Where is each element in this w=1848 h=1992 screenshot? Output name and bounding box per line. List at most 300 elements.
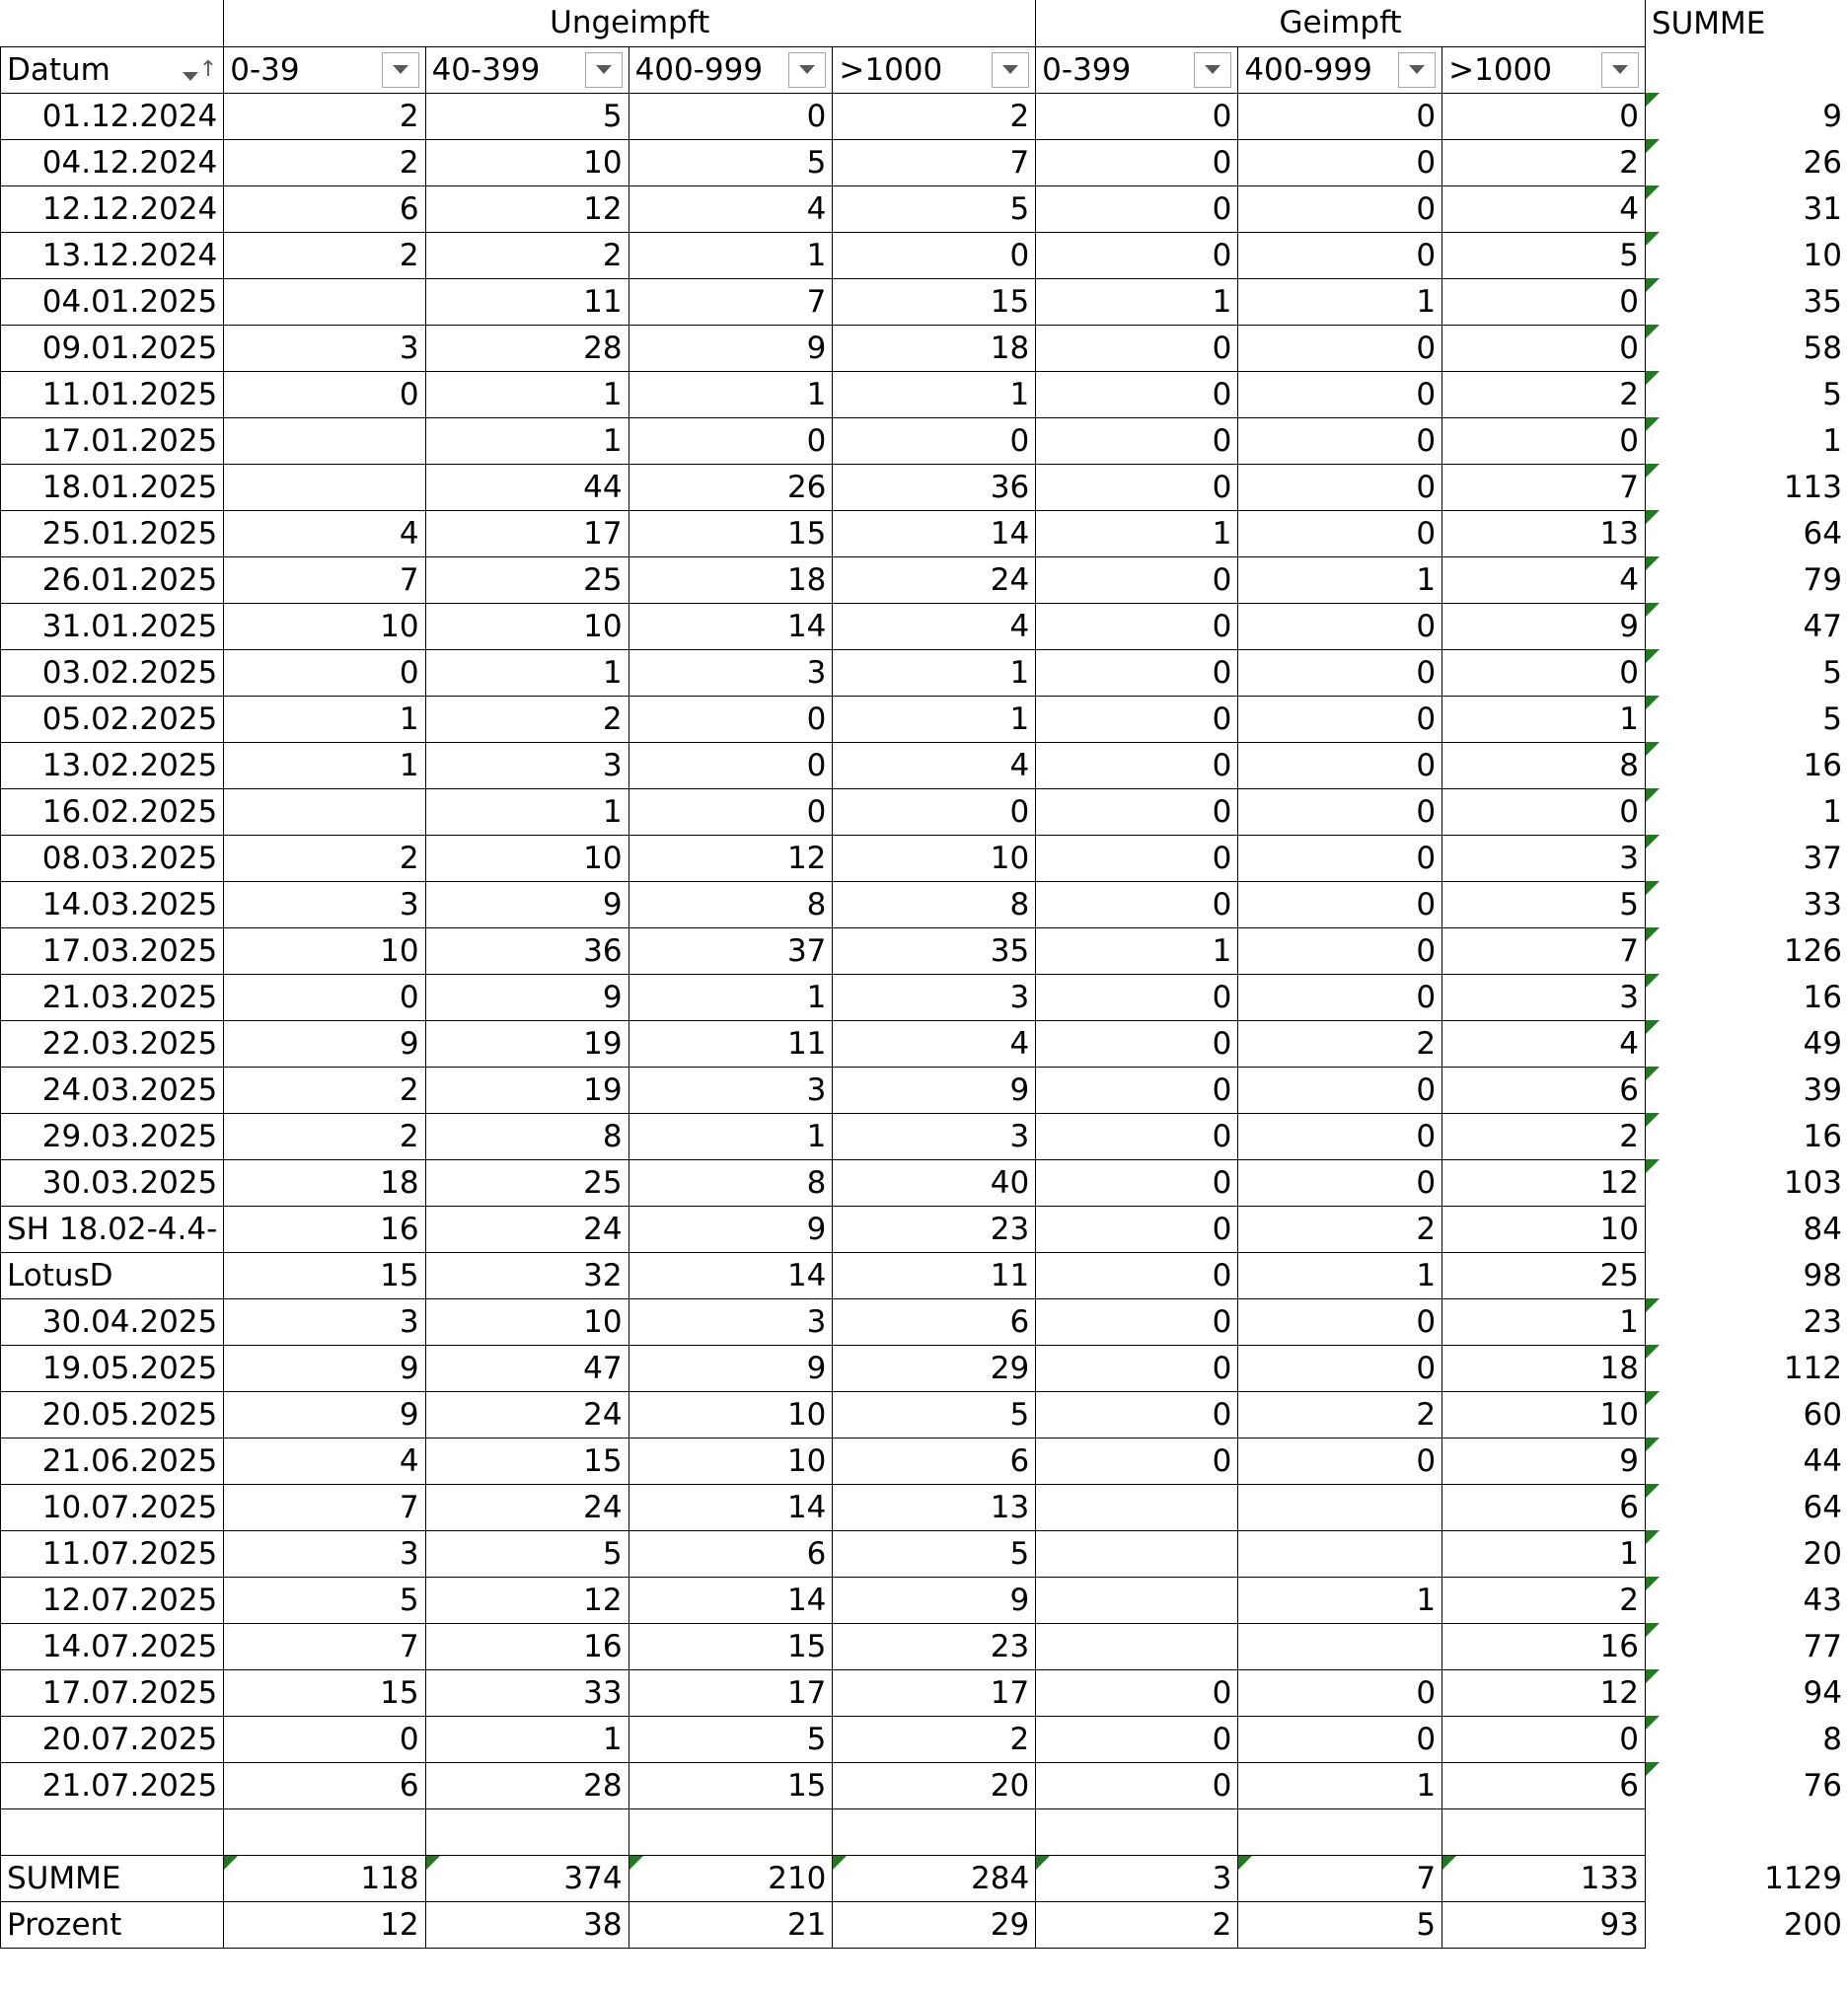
- value-cell[interactable]: 1: [1238, 1577, 1442, 1623]
- summe-header-blank-cell[interactable]: [1645, 46, 1848, 93]
- column-header-cell[interactable]: [224, 46, 425, 93]
- value-cell[interactable]: 4: [1442, 185, 1646, 232]
- value-cell[interactable]: 0: [1238, 1345, 1442, 1391]
- value-cell[interactable]: 1: [425, 417, 628, 464]
- value-cell[interactable]: 1: [425, 649, 628, 696]
- value-cell[interactable]: 0: [628, 696, 833, 742]
- value-cell[interactable]: 0: [1036, 649, 1238, 696]
- value-cell[interactable]: 7: [628, 278, 833, 325]
- value-cell[interactable]: [1036, 1855, 1238, 1901]
- value-cell[interactable]: 5: [628, 1716, 833, 1762]
- row-sum-cell[interactable]: [1645, 649, 1848, 696]
- value-cell[interactable]: 9: [628, 1345, 833, 1391]
- value-cell[interactable]: 12: [628, 835, 833, 881]
- value-cell[interactable]: 0: [1036, 835, 1238, 881]
- row-sum-cell[interactable]: [1645, 510, 1848, 556]
- value-cell[interactable]: 0: [1442, 325, 1646, 371]
- value-cell[interactable]: 0: [1238, 1716, 1442, 1762]
- value-cell[interactable]: 0: [1036, 325, 1238, 371]
- value-cell[interactable]: 0: [628, 788, 833, 835]
- row-sum-cell[interactable]: [1645, 603, 1848, 649]
- blank-corner-cell[interactable]: [1, 0, 224, 46]
- value-cell[interactable]: [224, 1855, 425, 1901]
- value-cell[interactable]: [224, 788, 425, 835]
- value-cell[interactable]: 8: [628, 1159, 833, 1206]
- value-cell[interactable]: 44: [425, 464, 628, 510]
- value-cell[interactable]: 9: [224, 1020, 425, 1067]
- value-cell[interactable]: 14: [628, 1484, 833, 1530]
- value-cell[interactable]: 6: [833, 1438, 1036, 1484]
- value-cell[interactable]: [425, 1855, 628, 1901]
- value-cell[interactable]: 2: [224, 232, 425, 278]
- value-cell[interactable]: 0: [1238, 1438, 1442, 1484]
- value-cell[interactable]: 0: [628, 742, 833, 788]
- date-cell[interactable]: 11.07.2025: [1, 1530, 224, 1577]
- value-cell[interactable]: 1: [833, 649, 1036, 696]
- value-cell[interactable]: 38: [425, 1901, 628, 1948]
- value-cell[interactable]: 0: [1238, 325, 1442, 371]
- value-cell[interactable]: 0: [1036, 1716, 1238, 1762]
- date-cell[interactable]: 22.03.2025: [1, 1020, 224, 1067]
- value-cell[interactable]: [224, 417, 425, 464]
- geimpft-group-header[interactable]: Geimpft: [1036, 0, 1646, 46]
- value-cell[interactable]: 15: [425, 1438, 628, 1484]
- value-cell[interactable]: 5: [425, 93, 628, 139]
- value-cell[interactable]: 15: [833, 278, 1036, 325]
- value-cell[interactable]: 12: [1442, 1159, 1646, 1206]
- value-cell[interactable]: 9: [425, 974, 628, 1020]
- value-cell[interactable]: 23: [833, 1623, 1036, 1669]
- value-cell[interactable]: 4: [628, 185, 833, 232]
- row-sum-cell[interactable]: [1645, 139, 1848, 185]
- value-cell[interactable]: 15: [628, 510, 833, 556]
- value-cell[interactable]: 2: [224, 835, 425, 881]
- value-cell[interactable]: 1: [628, 232, 833, 278]
- value-cell[interactable]: 25: [1442, 1252, 1646, 1298]
- value-cell[interactable]: 3: [224, 1530, 425, 1577]
- value-cell[interactable]: 23: [833, 1206, 1036, 1252]
- value-cell[interactable]: 0: [1036, 1298, 1238, 1345]
- filter-dropdown-button[interactable]: [1601, 52, 1639, 88]
- date-cell[interactable]: 29.03.2025: [1, 1113, 224, 1159]
- value-cell[interactable]: 1: [425, 1716, 628, 1762]
- value-cell[interactable]: 0: [224, 649, 425, 696]
- date-cell[interactable]: 01.12.2024: [1, 93, 224, 139]
- value-cell[interactable]: 18: [628, 556, 833, 603]
- value-cell[interactable]: 10: [425, 139, 628, 185]
- value-cell[interactable]: 1: [1036, 278, 1238, 325]
- row-sum-cell[interactable]: [1645, 1716, 1848, 1762]
- value-cell[interactable]: 6: [833, 1298, 1036, 1345]
- value-cell[interactable]: 6: [628, 1530, 833, 1577]
- sort-filter-button[interactable]: [183, 56, 218, 82]
- value-cell[interactable]: 36: [425, 927, 628, 974]
- value-cell[interactable]: 3: [224, 325, 425, 371]
- value-cell[interactable]: 2: [425, 232, 628, 278]
- value-cell[interactable]: 1: [1036, 510, 1238, 556]
- value-cell[interactable]: 0: [1238, 835, 1442, 881]
- value-cell[interactable]: 0: [1238, 93, 1442, 139]
- date-cell[interactable]: 30.04.2025: [1, 1298, 224, 1345]
- row-sum-cell[interactable]: [1645, 1252, 1848, 1298]
- value-cell[interactable]: 32: [425, 1252, 628, 1298]
- value-cell[interactable]: 0: [1036, 371, 1238, 417]
- value-cell[interactable]: [224, 1808, 425, 1855]
- value-cell[interactable]: [1238, 1484, 1442, 1530]
- value-cell[interactable]: 5: [425, 1530, 628, 1577]
- value-cell[interactable]: 0: [1238, 417, 1442, 464]
- value-cell[interactable]: 2: [833, 1716, 1036, 1762]
- value-cell[interactable]: 0: [1238, 1669, 1442, 1716]
- value-cell[interactable]: 11: [833, 1252, 1036, 1298]
- value-cell[interactable]: 0: [1238, 139, 1442, 185]
- value-cell[interactable]: 0: [224, 974, 425, 1020]
- value-cell[interactable]: 6: [224, 185, 425, 232]
- value-cell[interactable]: 0: [1036, 1067, 1238, 1113]
- value-cell[interactable]: 2: [833, 93, 1036, 139]
- value-cell[interactable]: 5: [628, 139, 833, 185]
- value-cell[interactable]: 3: [1442, 974, 1646, 1020]
- value-cell[interactable]: 0: [1036, 1252, 1238, 1298]
- value-cell[interactable]: 24: [425, 1391, 628, 1438]
- value-cell[interactable]: 3: [628, 1298, 833, 1345]
- value-cell[interactable]: 12: [1442, 1669, 1646, 1716]
- value-cell[interactable]: 0: [1036, 1669, 1238, 1716]
- value-cell[interactable]: 2: [224, 139, 425, 185]
- column-header-cell[interactable]: [1238, 46, 1442, 93]
- row-sum-cell[interactable]: [1645, 1438, 1848, 1484]
- value-cell[interactable]: 15: [224, 1669, 425, 1716]
- value-cell[interactable]: 9: [833, 1067, 1036, 1113]
- value-cell[interactable]: 12: [425, 185, 628, 232]
- value-cell[interactable]: 2: [224, 1113, 425, 1159]
- row-sum-cell[interactable]: [1645, 1577, 1848, 1623]
- value-cell[interactable]: 6: [1442, 1762, 1646, 1808]
- value-cell[interactable]: 25: [425, 556, 628, 603]
- value-cell[interactable]: 0: [1036, 1762, 1238, 1808]
- datum-header-cell[interactable]: [1, 46, 224, 93]
- row-sum-cell[interactable]: [1645, 696, 1848, 742]
- value-cell[interactable]: [224, 278, 425, 325]
- row-sum-cell[interactable]: [1645, 1391, 1848, 1438]
- date-cell[interactable]: 26.01.2025: [1, 556, 224, 603]
- value-cell[interactable]: 1: [224, 742, 425, 788]
- value-cell[interactable]: 26: [628, 464, 833, 510]
- value-cell[interactable]: [1238, 1855, 1442, 1901]
- value-cell[interactable]: 28: [425, 325, 628, 371]
- column-header-cell[interactable]: [1442, 46, 1646, 93]
- value-cell[interactable]: 2: [1442, 1577, 1646, 1623]
- row-sum-cell[interactable]: [1645, 1901, 1848, 1948]
- value-cell[interactable]: 4: [1442, 1020, 1646, 1067]
- value-cell[interactable]: 4: [833, 742, 1036, 788]
- value-cell[interactable]: 93: [1442, 1901, 1646, 1948]
- value-cell[interactable]: 0: [1238, 1113, 1442, 1159]
- value-cell[interactable]: 29: [833, 1345, 1036, 1391]
- value-cell[interactable]: [628, 1855, 833, 1901]
- date-cell[interactable]: 20.05.2025: [1, 1391, 224, 1438]
- row-sum-cell[interactable]: [1645, 1298, 1848, 1345]
- date-cell[interactable]: 18.01.2025: [1, 464, 224, 510]
- value-cell[interactable]: 40: [833, 1159, 1036, 1206]
- value-cell[interactable]: 14: [833, 510, 1036, 556]
- value-cell[interactable]: [1036, 1577, 1238, 1623]
- value-cell[interactable]: 0: [1238, 788, 1442, 835]
- value-cell[interactable]: 1: [1238, 1762, 1442, 1808]
- value-cell[interactable]: 5: [833, 1530, 1036, 1577]
- value-cell[interactable]: [1442, 1855, 1646, 1901]
- value-cell[interactable]: 0: [1036, 1391, 1238, 1438]
- value-cell[interactable]: 18: [833, 325, 1036, 371]
- row-sum-cell[interactable]: [1645, 1762, 1848, 1808]
- value-cell[interactable]: 36: [833, 464, 1036, 510]
- date-cell[interactable]: LotusD: [1, 1252, 224, 1298]
- value-cell[interactable]: 3: [833, 974, 1036, 1020]
- row-sum-cell[interactable]: [1645, 1855, 1848, 1901]
- filter-dropdown-button[interactable]: [788, 52, 826, 88]
- row-sum-cell[interactable]: [1645, 417, 1848, 464]
- value-cell[interactable]: 14: [628, 1252, 833, 1298]
- value-cell[interactable]: 5: [224, 1577, 425, 1623]
- value-cell[interactable]: 0: [1238, 371, 1442, 417]
- value-cell[interactable]: 1: [224, 696, 425, 742]
- value-cell[interactable]: 1: [628, 974, 833, 1020]
- value-cell[interactable]: 7: [833, 139, 1036, 185]
- date-cell[interactable]: 24.03.2025: [1, 1067, 224, 1113]
- value-cell[interactable]: 10: [628, 1438, 833, 1484]
- value-cell[interactable]: 3: [833, 1113, 1036, 1159]
- value-cell[interactable]: 1: [1442, 1298, 1646, 1345]
- value-cell[interactable]: 0: [833, 232, 1036, 278]
- date-cell[interactable]: 05.02.2025: [1, 696, 224, 742]
- value-cell[interactable]: 2: [1238, 1206, 1442, 1252]
- value-cell[interactable]: 10: [1442, 1391, 1646, 1438]
- row-sum-cell[interactable]: [1645, 788, 1848, 835]
- value-cell[interactable]: 9: [628, 325, 833, 371]
- value-cell[interactable]: 16: [425, 1623, 628, 1669]
- filter-dropdown-button[interactable]: [1398, 52, 1436, 88]
- value-cell[interactable]: 1: [833, 371, 1036, 417]
- value-cell[interactable]: 0: [1442, 93, 1646, 139]
- row-sum-cell[interactable]: [1645, 556, 1848, 603]
- value-cell[interactable]: [1036, 1484, 1238, 1530]
- value-cell[interactable]: 0: [1238, 1159, 1442, 1206]
- row-sum-cell[interactable]: [1645, 742, 1848, 788]
- value-cell[interactable]: 1: [833, 696, 1036, 742]
- date-cell[interactable]: 25.01.2025: [1, 510, 224, 556]
- value-cell[interactable]: 8: [833, 881, 1036, 927]
- value-cell[interactable]: 1: [1036, 927, 1238, 974]
- value-cell[interactable]: 14: [628, 603, 833, 649]
- row-sum-cell[interactable]: [1645, 1530, 1848, 1577]
- row-sum-cell[interactable]: [1645, 835, 1848, 881]
- value-cell[interactable]: 18: [224, 1159, 425, 1206]
- value-cell[interactable]: 0: [1036, 603, 1238, 649]
- date-cell[interactable]: 21.07.2025: [1, 1762, 224, 1808]
- value-cell[interactable]: 0: [833, 788, 1036, 835]
- row-sum-cell[interactable]: [1645, 974, 1848, 1020]
- date-cell[interactable]: 08.03.2025: [1, 835, 224, 881]
- value-cell[interactable]: [1442, 1808, 1646, 1855]
- value-cell[interactable]: 4: [1442, 556, 1646, 603]
- value-cell[interactable]: [1036, 1530, 1238, 1577]
- value-cell[interactable]: [224, 464, 425, 510]
- value-cell[interactable]: 0: [1238, 927, 1442, 974]
- column-header-cell[interactable]: [833, 46, 1036, 93]
- value-cell[interactable]: 1: [425, 788, 628, 835]
- value-cell[interactable]: 0: [1238, 1298, 1442, 1345]
- value-cell[interactable]: 4: [833, 1020, 1036, 1067]
- value-cell[interactable]: 0: [1036, 788, 1238, 835]
- row-sum-cell[interactable]: [1645, 232, 1848, 278]
- value-cell[interactable]: 0: [1238, 510, 1442, 556]
- value-cell[interactable]: [1238, 1808, 1442, 1855]
- value-cell[interactable]: 15: [628, 1623, 833, 1669]
- value-cell[interactable]: 9: [628, 1206, 833, 1252]
- value-cell[interactable]: 0: [628, 93, 833, 139]
- value-cell[interactable]: 6: [1442, 1484, 1646, 1530]
- value-cell[interactable]: 1: [1238, 1252, 1442, 1298]
- value-cell[interactable]: 0: [1442, 788, 1646, 835]
- value-cell[interactable]: 16: [224, 1206, 425, 1252]
- value-cell[interactable]: 2: [224, 1067, 425, 1113]
- row-sum-cell[interactable]: [1645, 185, 1848, 232]
- date-cell[interactable]: 17.07.2025: [1, 1669, 224, 1716]
- row-sum-cell[interactable]: [1645, 371, 1848, 417]
- value-cell[interactable]: 3: [628, 649, 833, 696]
- value-cell[interactable]: 10: [224, 927, 425, 974]
- value-cell[interactable]: 0: [628, 417, 833, 464]
- date-cell[interactable]: SH 18.02-4.4-: [1, 1206, 224, 1252]
- summe-column-header[interactable]: SUMME: [1645, 0, 1848, 46]
- column-header-cell[interactable]: [1036, 46, 1238, 93]
- value-cell[interactable]: 10: [833, 835, 1036, 881]
- value-cell[interactable]: 0: [1036, 93, 1238, 139]
- value-cell[interactable]: 1: [1238, 556, 1442, 603]
- value-cell[interactable]: 25: [425, 1159, 628, 1206]
- date-cell[interactable]: 31.01.2025: [1, 603, 224, 649]
- value-cell[interactable]: 0: [1238, 974, 1442, 1020]
- value-cell[interactable]: 0: [833, 417, 1036, 464]
- value-cell[interactable]: 5: [1238, 1901, 1442, 1948]
- date-cell[interactable]: 19.05.2025: [1, 1345, 224, 1391]
- value-cell[interactable]: 18: [1442, 1345, 1646, 1391]
- value-cell[interactable]: 9: [1442, 1438, 1646, 1484]
- value-cell[interactable]: 0: [224, 1716, 425, 1762]
- date-cell[interactable]: 12.12.2024: [1, 185, 224, 232]
- value-cell[interactable]: [1036, 1808, 1238, 1855]
- row-sum-cell[interactable]: [1645, 927, 1848, 974]
- row-sum-cell[interactable]: [1645, 93, 1848, 139]
- value-cell[interactable]: 7: [224, 1484, 425, 1530]
- value-cell[interactable]: 8: [628, 881, 833, 927]
- date-cell[interactable]: 21.03.2025: [1, 974, 224, 1020]
- value-cell[interactable]: 0: [1442, 1716, 1646, 1762]
- value-cell[interactable]: 8: [425, 1113, 628, 1159]
- value-cell[interactable]: [833, 1855, 1036, 1901]
- row-sum-cell[interactable]: [1645, 464, 1848, 510]
- percent-label-cell[interactable]: Prozent: [1, 1901, 224, 1948]
- row-sum-cell[interactable]: [1645, 1206, 1848, 1252]
- value-cell[interactable]: 20: [833, 1762, 1036, 1808]
- value-cell[interactable]: [425, 1808, 628, 1855]
- value-cell[interactable]: 0: [1036, 1159, 1238, 1206]
- value-cell[interactable]: 2: [1442, 139, 1646, 185]
- value-cell[interactable]: 2: [425, 696, 628, 742]
- value-cell[interactable]: 17: [425, 510, 628, 556]
- value-cell[interactable]: 29: [833, 1901, 1036, 1948]
- value-cell[interactable]: 17: [833, 1669, 1036, 1716]
- date-cell[interactable]: 16.02.2025: [1, 788, 224, 835]
- date-cell[interactable]: 03.02.2025: [1, 649, 224, 696]
- value-cell[interactable]: 2: [1036, 1901, 1238, 1948]
- value-cell[interactable]: 0: [1238, 1067, 1442, 1113]
- value-cell[interactable]: 10: [224, 603, 425, 649]
- value-cell[interactable]: 4: [224, 510, 425, 556]
- row-sum-cell[interactable]: [1645, 278, 1848, 325]
- value-cell[interactable]: 13: [833, 1484, 1036, 1530]
- value-cell[interactable]: 9: [1442, 603, 1646, 649]
- value-cell[interactable]: 24: [425, 1206, 628, 1252]
- row-sum-cell[interactable]: [1645, 1484, 1848, 1530]
- value-cell[interactable]: 2: [1238, 1391, 1442, 1438]
- value-cell[interactable]: 0: [1036, 1113, 1238, 1159]
- value-cell[interactable]: 0: [1036, 464, 1238, 510]
- row-sum-cell[interactable]: [1645, 325, 1848, 371]
- value-cell[interactable]: 0: [1036, 232, 1238, 278]
- value-cell[interactable]: 5: [1442, 881, 1646, 927]
- value-cell[interactable]: 6: [1442, 1067, 1646, 1113]
- value-cell[interactable]: 4: [224, 1438, 425, 1484]
- value-cell[interactable]: 7: [1442, 464, 1646, 510]
- value-cell[interactable]: 35: [833, 927, 1036, 974]
- value-cell[interactable]: 1: [1238, 278, 1442, 325]
- date-cell[interactable]: 04.01.2025: [1, 278, 224, 325]
- value-cell[interactable]: [628, 1808, 833, 1855]
- value-cell[interactable]: 7: [1442, 927, 1646, 974]
- value-cell[interactable]: 0: [224, 371, 425, 417]
- row-sum-cell[interactable]: [1645, 1623, 1848, 1669]
- value-cell[interactable]: 28: [425, 1762, 628, 1808]
- value-cell[interactable]: 17: [628, 1669, 833, 1716]
- date-cell[interactable]: 17.01.2025: [1, 417, 224, 464]
- value-cell[interactable]: 0: [1442, 417, 1646, 464]
- value-cell[interactable]: 0: [1442, 649, 1646, 696]
- value-cell[interactable]: [1238, 1530, 1442, 1577]
- date-cell[interactable]: 17.03.2025: [1, 927, 224, 974]
- value-cell[interactable]: 19: [425, 1067, 628, 1113]
- value-cell[interactable]: 11: [628, 1020, 833, 1067]
- value-cell[interactable]: 7: [224, 556, 425, 603]
- row-sum-cell[interactable]: [1645, 881, 1848, 927]
- column-header-cell[interactable]: [425, 46, 628, 93]
- value-cell[interactable]: 0: [1036, 1020, 1238, 1067]
- value-cell[interactable]: 2: [1442, 1113, 1646, 1159]
- value-cell[interactable]: 15: [224, 1252, 425, 1298]
- row-sum-cell[interactable]: [1645, 1113, 1848, 1159]
- row-sum-cell[interactable]: [1645, 1067, 1848, 1113]
- value-cell[interactable]: 1: [1442, 1530, 1646, 1577]
- value-cell[interactable]: [1036, 1623, 1238, 1669]
- date-cell[interactable]: 13.02.2025: [1, 742, 224, 788]
- value-cell[interactable]: 0: [1238, 881, 1442, 927]
- date-cell[interactable]: 21.06.2025: [1, 1438, 224, 1484]
- value-cell[interactable]: 0: [1238, 742, 1442, 788]
- value-cell[interactable]: 0: [1036, 139, 1238, 185]
- date-cell[interactable]: 10.07.2025: [1, 1484, 224, 1530]
- value-cell[interactable]: 2: [1442, 371, 1646, 417]
- value-cell[interactable]: 2: [224, 93, 425, 139]
